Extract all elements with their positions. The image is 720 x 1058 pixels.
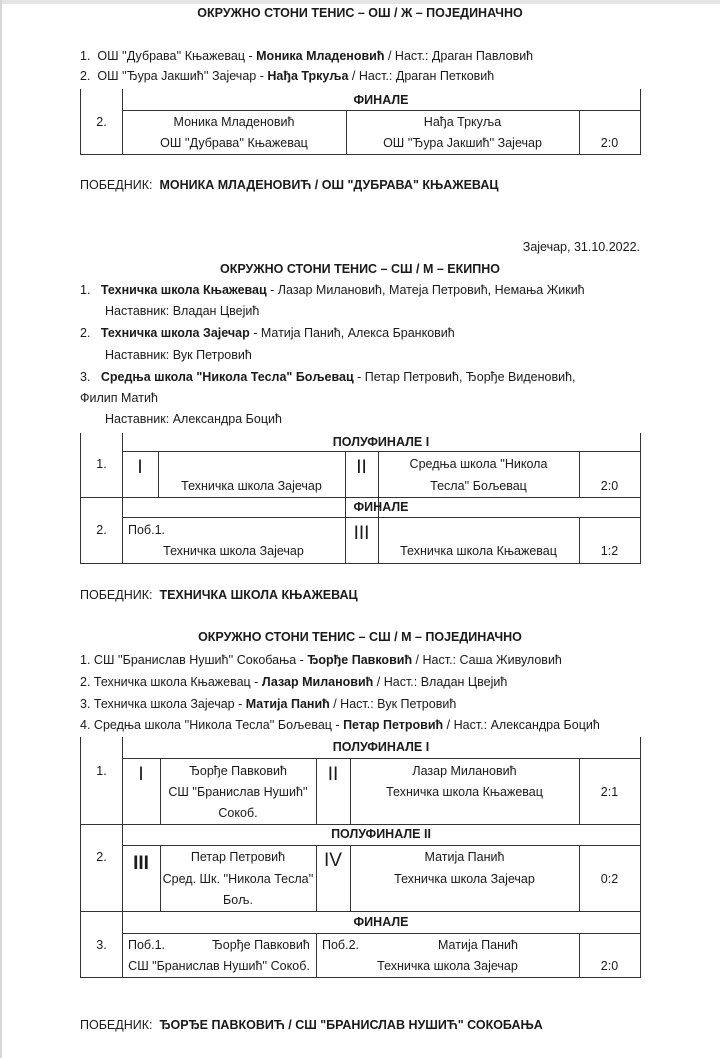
participant-num: 2. bbox=[80, 69, 91, 83]
winner-reference: Поб.1. bbox=[128, 938, 165, 952]
participant-teacher: / Наст.: Саша Живуловић bbox=[412, 653, 562, 667]
section1-participant bbox=[80, 69, 494, 83]
section3-winner bbox=[80, 1018, 543, 1032]
round-label: ПОЛУФИНАЛЕ II bbox=[331, 827, 431, 841]
team1-name: Техничка школа Зајечар bbox=[163, 544, 304, 558]
seed-label: I bbox=[138, 764, 144, 785]
match-number: 2. bbox=[96, 523, 107, 537]
place-date: Зајечар, 31.10.2022. bbox=[522, 240, 640, 254]
winner-value: ТЕХНИЧКА ШКОЛА КЊАЖЕВАЦ bbox=[159, 588, 358, 602]
page-left-edge bbox=[0, 0, 2, 1058]
section3-participant bbox=[80, 697, 456, 711]
team-teacher: Наставник: Владан Цвејић bbox=[105, 304, 260, 318]
team-school: Техничка школа Књажевац bbox=[100, 283, 267, 297]
section1-results-table bbox=[80, 89, 641, 155]
team2-name: Техничка школа Књажевац bbox=[400, 544, 557, 558]
match-number: 2. bbox=[96, 115, 107, 129]
section2-winner bbox=[80, 588, 358, 602]
section3-participant bbox=[80, 653, 562, 667]
participant-school: Техничка школа Књажевац - bbox=[93, 675, 262, 689]
participant-player: Петар Петровић bbox=[343, 718, 444, 732]
section3-results-table bbox=[80, 737, 641, 978]
match-number: 2. bbox=[96, 850, 107, 864]
participant-player: Матија Панић bbox=[245, 697, 330, 711]
section3-participant bbox=[80, 675, 507, 689]
section1-winner bbox=[80, 178, 498, 192]
round-label: ПОЛУФИНАЛЕ I bbox=[332, 740, 430, 754]
participant-teacher: / Наст.: Владан Цвејић bbox=[373, 675, 508, 689]
match-number: 3. bbox=[96, 938, 107, 952]
participant-player: Нађа Тркуља bbox=[267, 69, 349, 83]
section3-title: ОКРУЖНО СТОНИ ТЕНИС – СШ / М – ПОЈЕДИНАЧНО bbox=[198, 630, 522, 644]
match-score: 2:0 bbox=[600, 479, 619, 493]
team-school: Техничка школа Зајечар bbox=[100, 326, 250, 340]
section1-title: ОКРУЖНО СТОНИ ТЕНИС – ОШ / Ж – ПОЈЕДИНАЧНО bbox=[197, 6, 523, 20]
participant-school: СШ ''Бранислав Нушић'' Сокобања - bbox=[93, 653, 308, 667]
participant-num: 3. bbox=[80, 697, 91, 711]
winner-reference: Поб.1. bbox=[128, 523, 165, 537]
match-score: 2:0 bbox=[600, 136, 619, 150]
winner-value: МОНИКА МЛАДЕНОВИЋ / ОШ "ДУБРАВА" КЊАЖЕВАЦ bbox=[159, 178, 499, 192]
match-score: 2:0 bbox=[600, 959, 619, 973]
round-label: ФИНАЛЕ bbox=[353, 915, 409, 929]
round-label: ФИНАЛЕ bbox=[353, 93, 409, 107]
team-num: 1. bbox=[80, 283, 91, 297]
participant-player: Ђорђе Павковић bbox=[307, 653, 413, 667]
player2-school: Техничка школа Зајечар bbox=[394, 872, 535, 886]
participant-school: ОШ ''Ђура Јакшић'' Зајечар - bbox=[97, 69, 268, 83]
team-num: 2. bbox=[80, 326, 91, 340]
player1-name: Ђорђе Павковић bbox=[189, 764, 287, 778]
match-score: 2:1 bbox=[600, 785, 619, 799]
player1-school: СШ ''Бранислав Нушић'' bbox=[168, 785, 308, 799]
match-number: 1. bbox=[96, 457, 107, 471]
participant-player: Моника Младеновић bbox=[256, 49, 385, 63]
seed-label: II bbox=[327, 764, 339, 785]
participant-num: 1. bbox=[80, 49, 91, 63]
winner-label: ПОБЕДНИК: bbox=[80, 178, 153, 192]
match-number: 1. bbox=[96, 764, 107, 778]
participant-school: Средња школа ''Никола Тесла'' Бољевац - bbox=[93, 718, 344, 732]
seed-label: II bbox=[356, 457, 367, 478]
team-school: Средња школа "Никола Тесла" Бољевац bbox=[100, 370, 354, 384]
player2-school: ОШ ''Ђура Јакшић'' Зајечар bbox=[383, 136, 542, 150]
participant-player: Лазар Милановић bbox=[261, 675, 374, 689]
seed-label: I bbox=[137, 457, 143, 478]
participant-num: 2. bbox=[80, 675, 91, 689]
team1-name: Техничка школа Зајечар bbox=[181, 479, 322, 493]
player2-name: Матија Панић bbox=[424, 850, 505, 864]
participant-school: Техничка школа Зајечар - bbox=[93, 697, 246, 711]
seed-label: III bbox=[133, 853, 149, 874]
section2-team bbox=[80, 326, 455, 340]
participant-num: 4. bbox=[80, 718, 91, 732]
player2-school: Техничка школа Зајечар bbox=[377, 959, 518, 973]
team-players: - Матија Панић, Алекса Бранковић bbox=[249, 326, 455, 340]
player1-name: Моника Младеновић bbox=[173, 115, 295, 129]
round-label: ФИНАЛЕ bbox=[353, 500, 409, 514]
team-players: - Петар Петровић, Ђорђе Виденовић, bbox=[353, 370, 576, 384]
section2-team bbox=[80, 283, 585, 297]
round-label: ПОЛУФИНАЛЕ I bbox=[332, 435, 430, 449]
section1-participant bbox=[80, 49, 533, 63]
section2-title: ОКРУЖНО СТОНИ ТЕНИС – СШ / М – ЕКИПНО bbox=[220, 262, 500, 276]
seed-label: IV bbox=[324, 850, 342, 871]
player1-school-cont: Сокоб. bbox=[218, 806, 258, 820]
player1-name: Петар Петровић bbox=[190, 850, 286, 864]
team2-name: Средња школа ''Никола bbox=[409, 457, 548, 471]
player2-name: Нађа Тркуља bbox=[423, 115, 502, 129]
player1-school: Сред. Шк. ''Никола Тесла'' bbox=[162, 872, 314, 886]
page-top-edge bbox=[0, 0, 720, 4]
participant-teacher: / Наст.: Драган Петковић bbox=[348, 69, 495, 83]
player2-school: Техничка школа Књажевац bbox=[386, 785, 543, 799]
team-num: 3. bbox=[80, 370, 91, 384]
match-score: 1:2 bbox=[600, 544, 619, 558]
player1-name: Ђорђе Павковић bbox=[212, 938, 310, 952]
team-teacher: Наставник: Александра Боцић bbox=[105, 412, 282, 426]
winner-value: ЂОРЂЕ ПАВКОВИЋ / СШ "БРАНИСЛАВ НУШИЋ" СОКОБАЊА bbox=[159, 1018, 543, 1032]
winner-reference: Поб.2. bbox=[322, 938, 359, 952]
winner-label: ПОБЕДНИК: bbox=[80, 1018, 153, 1032]
section2-results-table bbox=[80, 433, 641, 564]
participant-teacher: / Наст.: Драган Павловић bbox=[384, 49, 534, 63]
section2-team bbox=[80, 370, 576, 384]
participant-teacher: / Наст.: Вук Петровић bbox=[329, 697, 457, 711]
player1-school: ОШ ''Дубрава'' Књажевац bbox=[160, 136, 308, 150]
player2-name: Матија Панић bbox=[438, 938, 518, 952]
player1-school-cont: Бољ. bbox=[223, 893, 253, 907]
team2-name-cont: Тесла'' Бољевац bbox=[430, 479, 527, 493]
team-teacher: Наставник: Вук Петровић bbox=[105, 348, 252, 362]
seed-label: III bbox=[353, 523, 370, 544]
player1-school: СШ "Бранислав Нушић'' Сокоб. bbox=[128, 959, 310, 973]
participant-num: 1. bbox=[80, 653, 91, 667]
winner-label: ПОБЕДНИК: bbox=[80, 588, 153, 602]
section3-participant bbox=[80, 718, 600, 732]
team-players-cont: Филип Матић bbox=[80, 391, 158, 405]
participant-teacher: / Наст.: Александра Боцић bbox=[443, 718, 600, 732]
participant-school: ОШ ''Дубрава'' Књажевац - bbox=[97, 49, 257, 63]
match-score: 0:2 bbox=[600, 872, 619, 886]
player2-name: Лазар Милановић bbox=[412, 764, 517, 778]
team-players: - Лазар Милановић, Матеја Петровић, Немања Жикић bbox=[266, 283, 585, 297]
